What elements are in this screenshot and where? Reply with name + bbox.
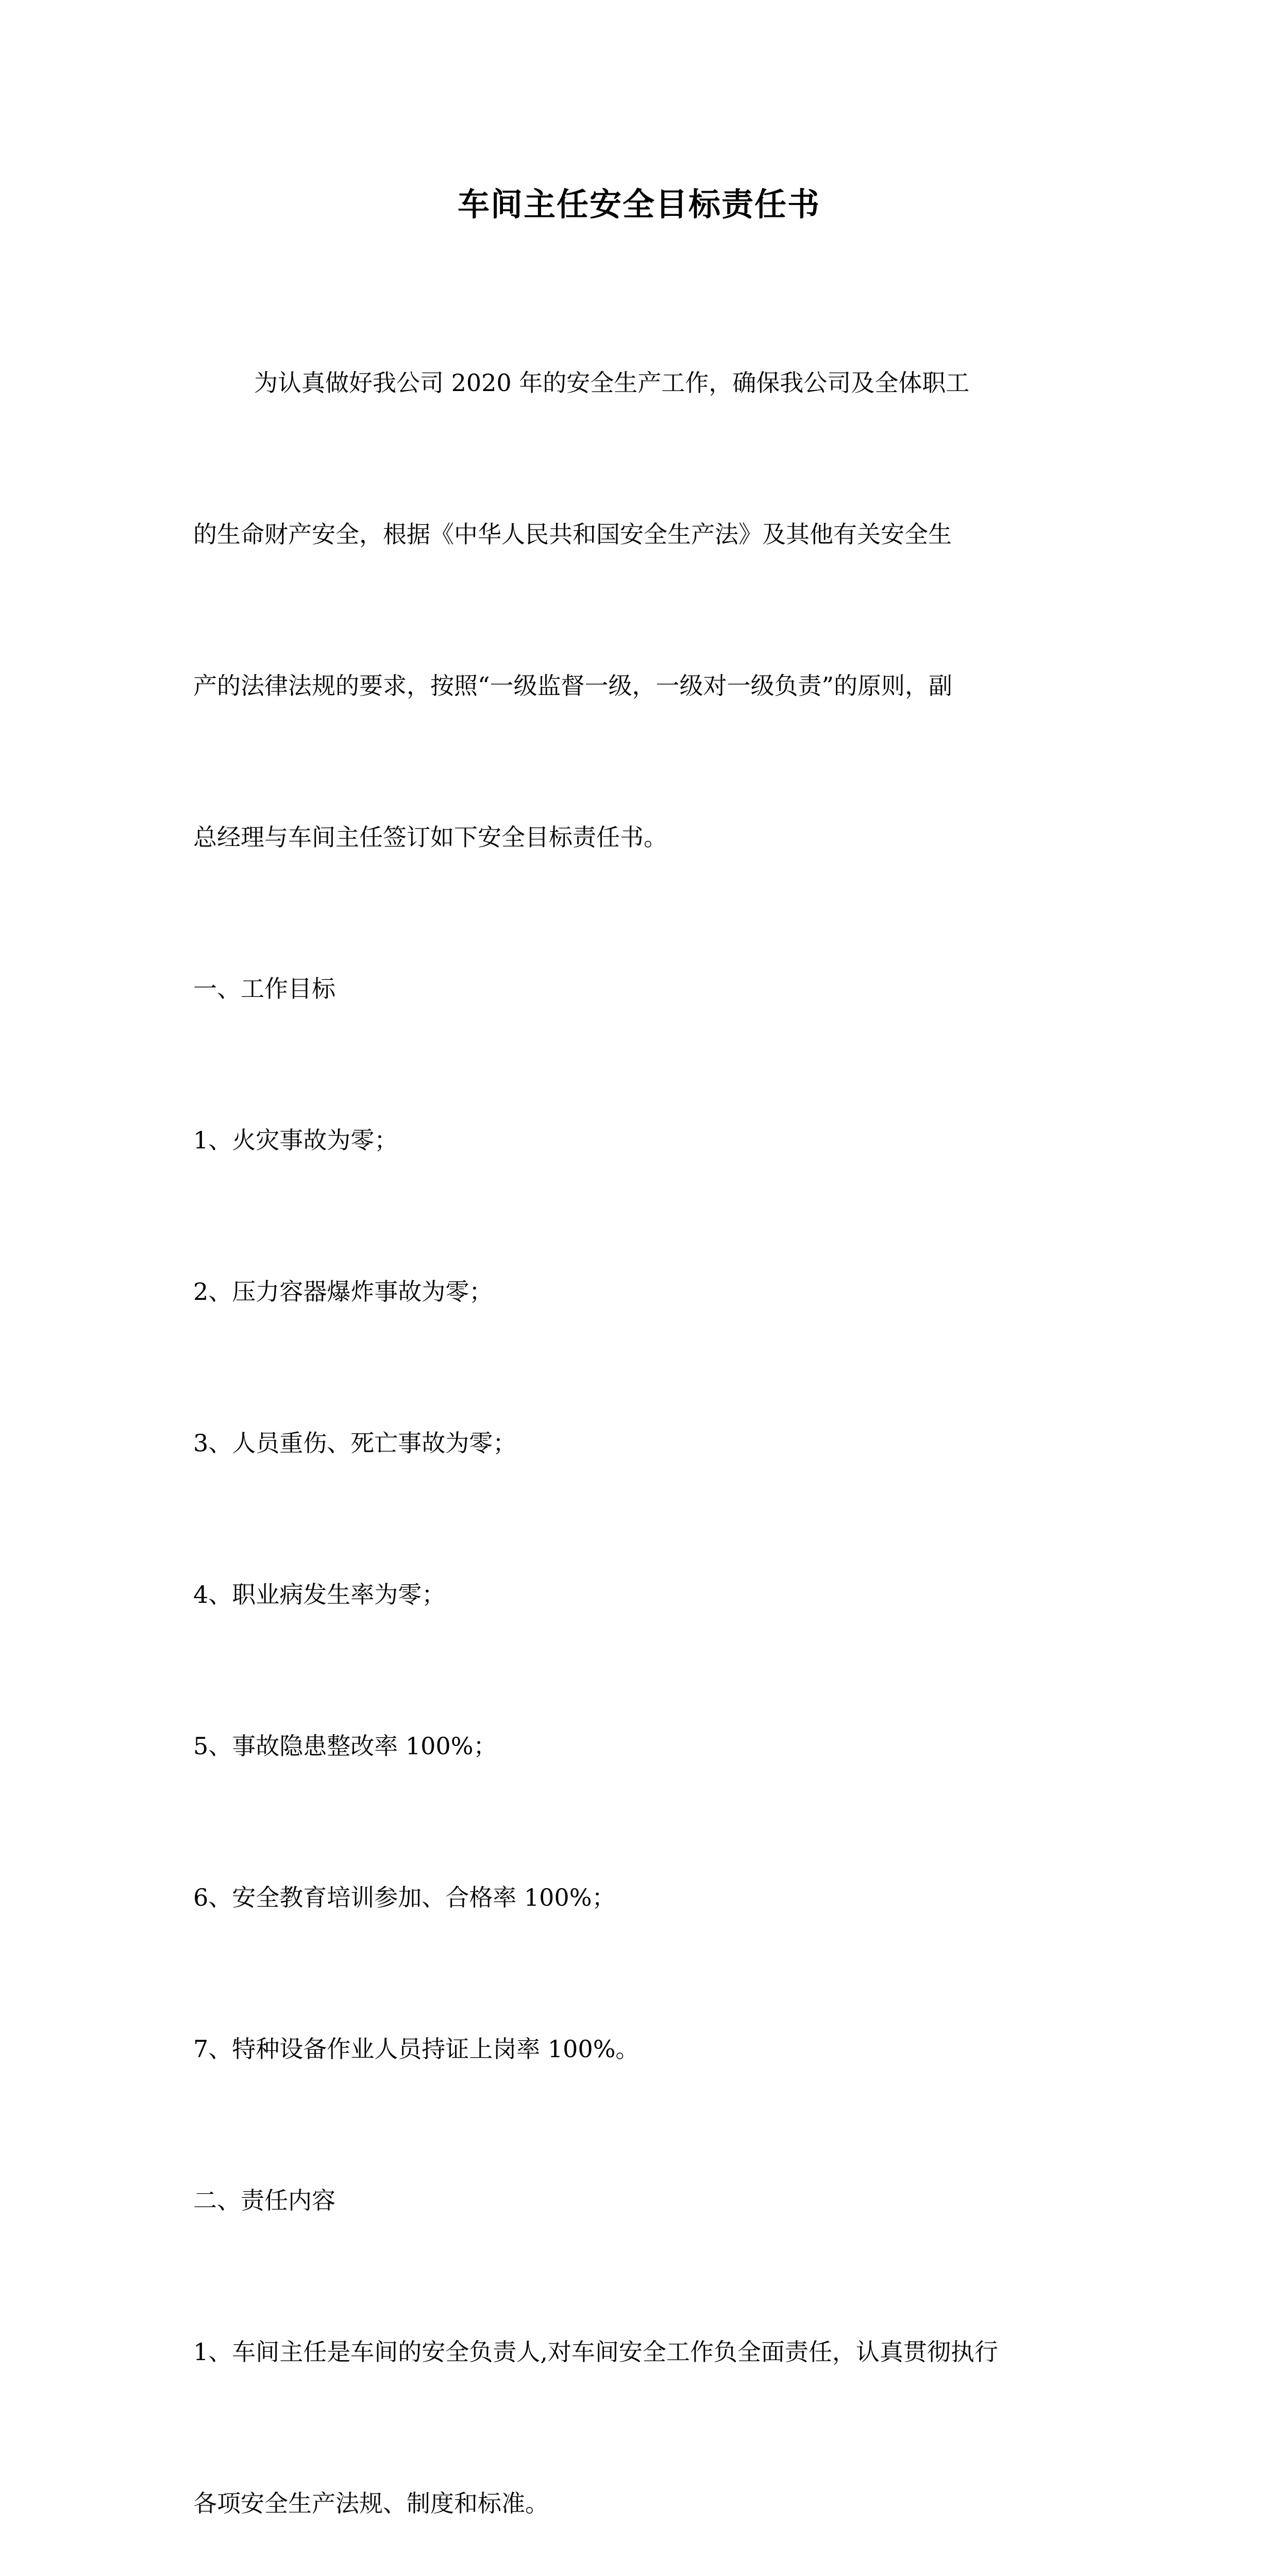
list-item-continuation: 各项安全生产法规、制度和标准。: [193, 2489, 549, 2517]
list-item: 5、事故隐患整改率 100%；: [193, 1732, 497, 1760]
document-title: 车间主任安全目标责任书: [457, 185, 820, 223]
paragraph-line: 为认真做好我公司 2020 年的安全生产工作，确保我公司及全体职工: [254, 369, 970, 397]
list-item: 6、安全教育培训参加、合格率 100%；: [193, 1884, 616, 1911]
list-item: 4、职业病发生率为零；: [193, 1581, 446, 1608]
list-item: 2、压力容器爆炸事故为零；: [193, 1278, 493, 1306]
section-heading: 一、工作目标: [193, 975, 335, 1003]
section-heading: 二、责任内容: [193, 2187, 335, 2214]
paragraph-line: 的生命财产安全，根据《中华人民共和国安全生产法》及其他有关安全生: [193, 520, 952, 548]
list-item: 3、人员重伤、死亡事故为零；: [193, 1429, 517, 1457]
list-item: 7、特种设备作业人员持证上岗率 100%。: [193, 2035, 640, 2063]
list-item: 1、火灾事故为零；: [193, 1126, 398, 1154]
document-body: [193, 257, 1100, 2576]
paragraph-line: 总经理与车间主任签订如下安全目标责任书。: [193, 823, 667, 851]
list-item: 1、车间主任是车间的安全负责人,对车间安全工作负全面责任，认真贯彻执行: [193, 2338, 998, 2366]
paragraph-line: 产的法律法规的要求，按照“一级监督一级，一级对一级负责”的原则，副: [193, 672, 953, 700]
